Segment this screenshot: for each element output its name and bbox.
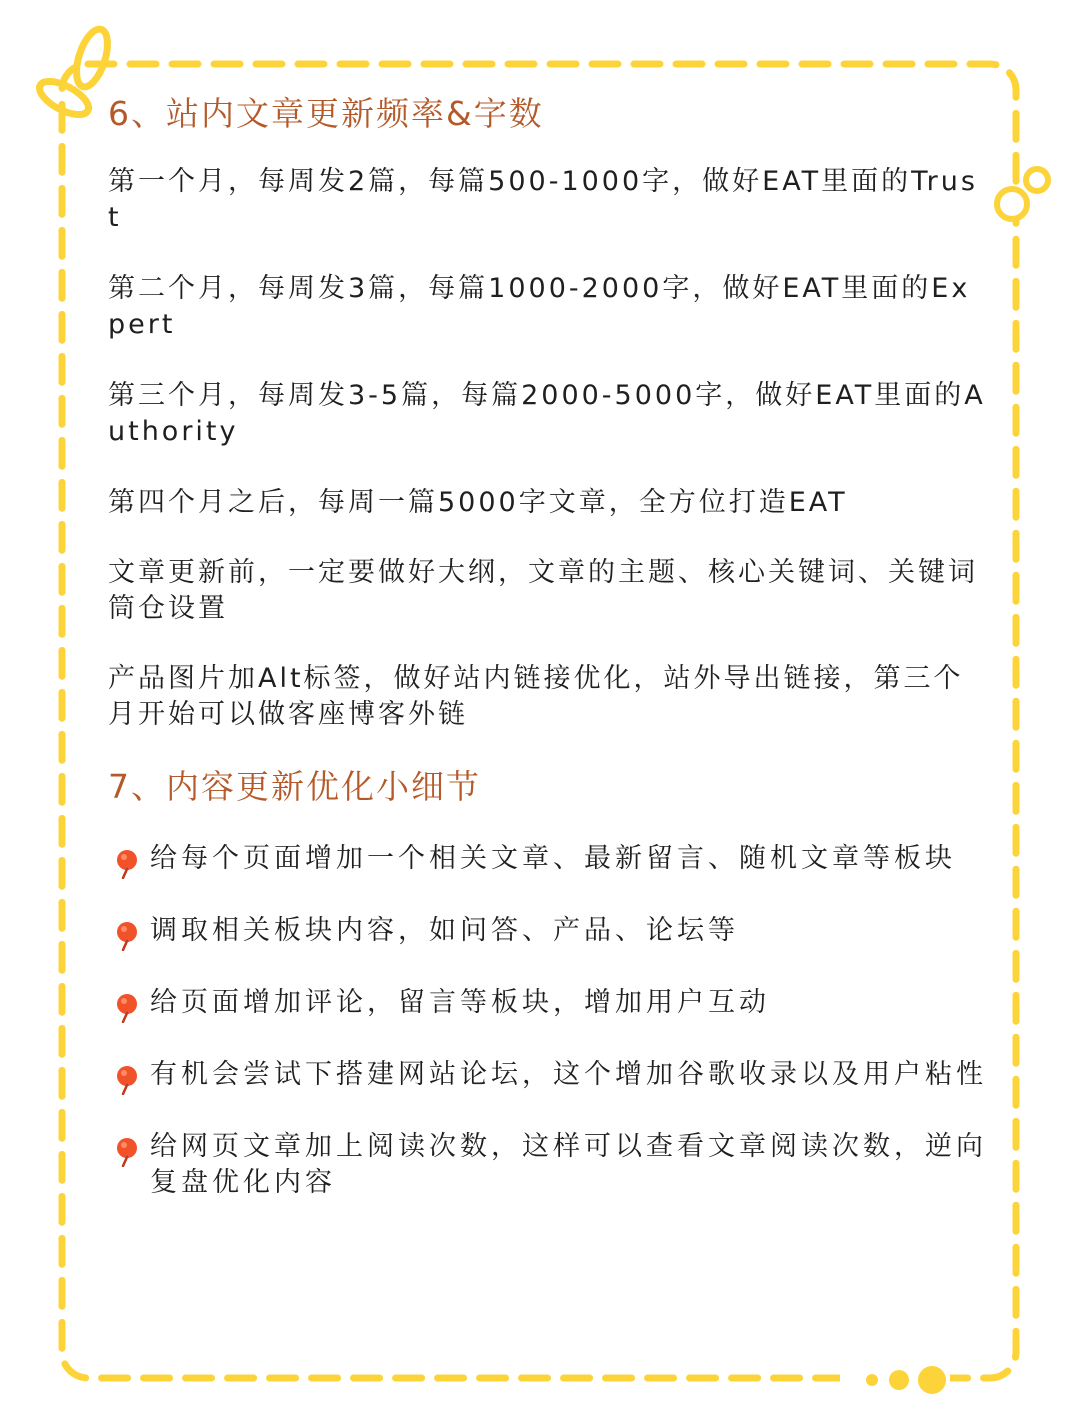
pushpin-icon <box>114 921 140 951</box>
paragraph-month-4: 第四个月之后，每周一篇5000字文章，全方位打造EAT <box>108 487 848 518</box>
pushpin-icon <box>114 849 140 879</box>
list-item <box>108 985 988 1021</box>
list-item-text: 调取相关板块内容，如问答、产品、论坛等 <box>150 915 739 946</box>
dots-decoration-icon <box>840 1360 950 1400</box>
list-item <box>108 1129 988 1201</box>
list-item-text: 有机会尝试下搭建网站论坛，这个增加谷歌收录以及用户粘性 <box>150 1059 987 1090</box>
paragraph-month-3: 第三个月，每周发3-5篇，每篇2000-5000字，做好EAT里面的Authority <box>108 380 986 447</box>
leaf-decoration-icon <box>30 20 120 120</box>
pushpin-icon <box>114 993 140 1023</box>
circles-decoration-icon <box>988 160 1058 230</box>
paragraph-month-2: 第二个月，每周发3篇，每篇1000-2000字，做好EAT里面的Expert <box>108 273 971 340</box>
list-item <box>108 1057 988 1093</box>
list-item <box>108 913 988 949</box>
list-item <box>108 841 988 877</box>
pushpin-icon <box>114 1065 140 1095</box>
paragraph-month-1: 第一个月，每周发2篇，每篇500-1000字，做好EAT里面的Trust <box>108 166 978 233</box>
list-item-text: 给每个页面增加一个相关文章、最新留言、随机文章等板块 <box>150 843 956 874</box>
paragraph-alt-tags: 产品图片加Alt标签，做好站内链接优化，站外导出链接，第三个月开始可以做客座博客外链 <box>108 663 964 730</box>
list-item-text: 给页面增加评论，留言等板块，增加用户互动 <box>150 987 770 1018</box>
section-6-title: 6、站内文章更新频率&字数 <box>108 94 544 133</box>
content <box>108 92 988 1201</box>
pushpin-icon <box>114 1137 140 1167</box>
paragraph-outline: 文章更新前，一定要做好大纲，文章的主题、核心关键词、关键词筒仓设置 <box>108 557 978 624</box>
section-7-title: 7、内容更新优化小细节 <box>108 767 481 806</box>
list-item-text: 给网页文章加上阅读次数，这样可以查看文章阅读次数，逆向复盘优化内容 <box>150 1131 987 1198</box>
